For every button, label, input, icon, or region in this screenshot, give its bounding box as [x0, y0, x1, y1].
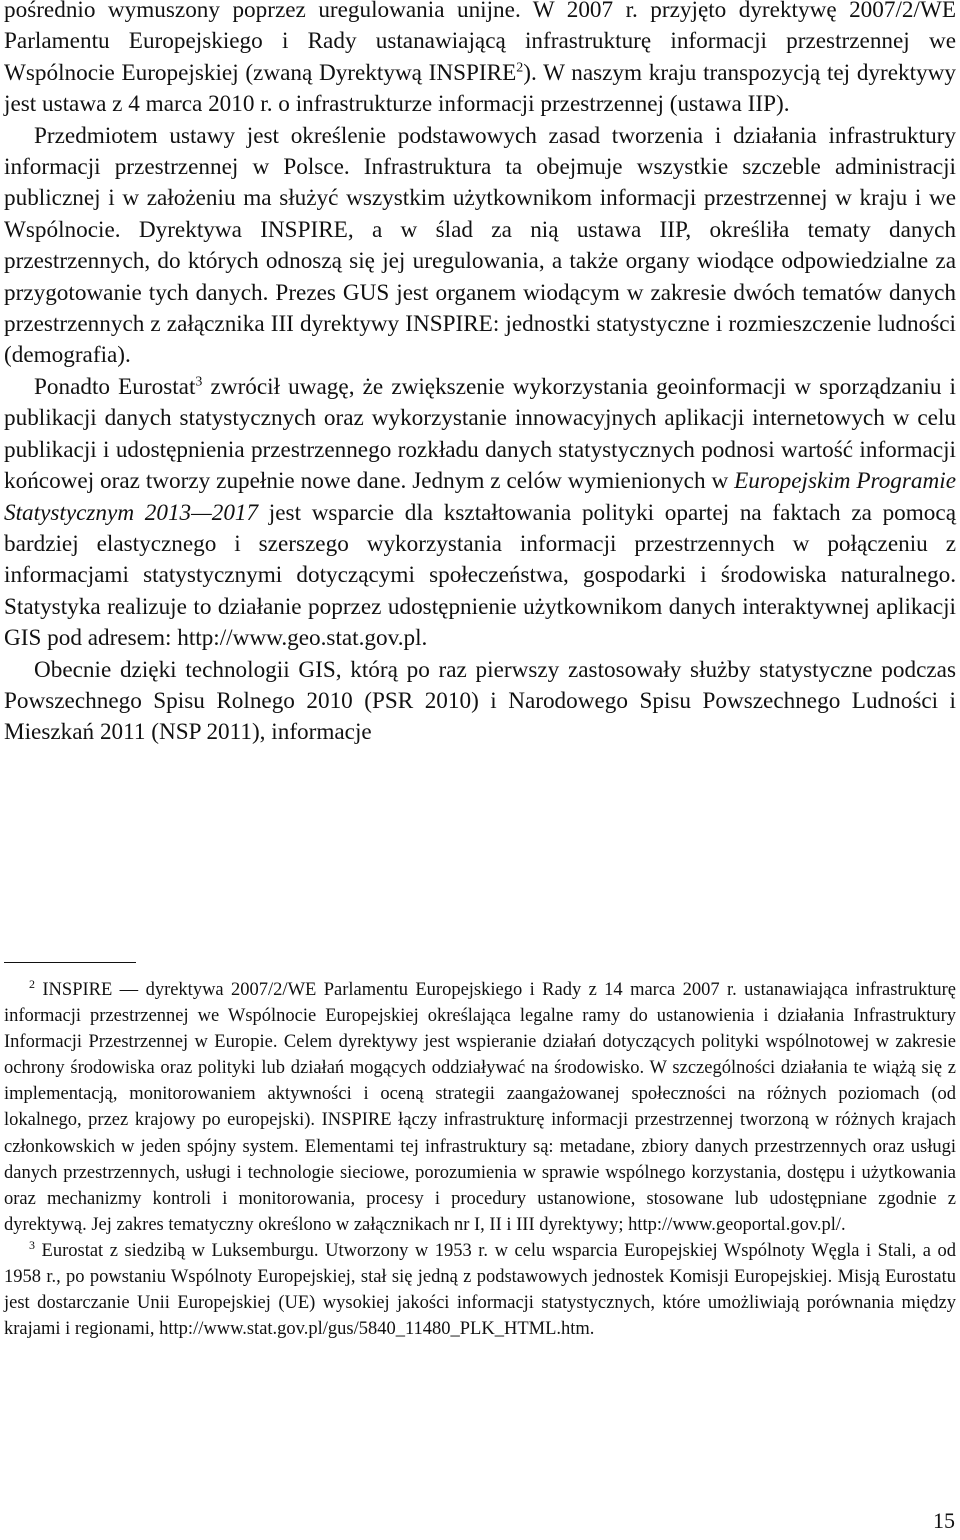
- paragraph-text: pośrednio wymuszony poprzez uregulowania unijne. W 2007 r. przyjęto dyrektywę 2007/2/WE Parlamentu Europejskiego i Rady ustanawiającą infrastrukturę informacji przestrzennej we Wspólnocie Europejskiej (zwaną Dyrektywą INSPIRE: [4, 0, 956, 86]
- footnote-ref-3[interactable]: 3: [195, 374, 203, 390]
- footnote-2: [4, 977, 956, 1238]
- footnotes: [4, 977, 956, 1342]
- paragraph-eurostat: [4, 372, 956, 655]
- paragraph-text: jest wsparcie dla kształtowania polityki opartej na faktach za pomocą bardziej elastycznego i szerszego wykorzystania informacji przestrzennych w połączeniu z informacjami statystycznymi dotyczącymi społeczeństwa, gospodarki i środowiska naturalnego. Statystyka realizuje to działanie poprzez udostępnienie użytkownikom danych interaktywnej aplikacji GIS pod adresem: http://www.geo.stat.gov.pl.: [4, 499, 956, 652]
- footnote-text: INSPIRE — dyrektywa 2007/2/WE Parlamentu Europejskiego i Rady z 14 marca 2007 r. ustanawiająca infrastrukturę informacji przestrzennej we Wspólnocie Europejskiej określająca legalne ramy do ustanowienia i działania Infrastruktury Informacji Przestrzennej w Europie. Celem dyrektywy jest wspieranie działań dotyczących polityki wspólnotowej w zakresie ochrony środowiska oraz polityki lub działań mogących oddziaływać na środowisko. W szczególności działania te wiążą się z implementacją, monitorowaniem aktywności i oceną strategii zaangażowanej społeczności na różnych poziomach (od lokalnego, przez krajowy po europejski). INSPIRE łączy infrastrukturę informacji przestrzennej tworzoną w różnych krajach członkowskich w jeden spójny system. Elementami tej infrastruktury są: metadane, zbiory danych przestrzennych oraz usługi danych przestrzennych, usługi i technologie sieciowe, porozumienia w sprawie wspólnego korzystania, dostępu i użytkowania oraz mechanizmy kontroli i monitorowania, procesy i procedury ustanowione, stosowane lub udostępniane zgodnie z dyrektywą. Jej zakres tematyczny określono w załącznikach nr I, II i III dyrektywy; http://www.geoportal.gov.pl/.: [4, 980, 956, 1235]
- footnote-separator: [4, 962, 136, 963]
- page-number: 15: [933, 1508, 955, 1533]
- footnote-number: 2: [29, 976, 35, 991]
- paragraph-act-subject: Przedmiotem ustawy jest określenie podstawowych zasad tworzenia i działania infrastruktury informacji przestrzennej w Polsce. Infrastruktura ta obejmuje wszystkie szczeble administracji publicznej i w założeniu ma służyć wszystkim użytkownikom informacji przestrzennej w kraju i we Wspólnocie. Dyrektywa INSPIRE, a w ślad za nią ustawa IIP, określiła tematy danych przestrzennych, do których odnoszą się jej uregulowania, a także organy wiodące odpowiedzialne za przygotowanie tych danych. Prezes GUS jest organem wiodącym w zakresie dwóch tematów danych przestrzennych z załącznika III dyrektywy INSPIRE: jednostki statystyczne i rozmieszczenie ludności (demografia).: [4, 122, 956, 369]
- footnote-ref-2[interactable]: 2: [516, 60, 524, 76]
- body-text: [4, 0, 956, 749]
- footnote-number: 3: [29, 1237, 35, 1252]
- programme-title: Europejskim Programie Statystycznym 2013—2017: [4, 468, 956, 526]
- paragraph-text: Ponadto Eurostat: [34, 373, 196, 400]
- paragraph-gis-technology: Obecnie dzięki technologii GIS, którą po raz pierwszy zastosowały służby statystyczne podczas Powszechnego Spisu Rolnego 2010 (PSR 2010) i Narodowego Spisu Powszechnego Ludności i Mieszkań 2011 (NSP 2011), informacje: [4, 656, 956, 746]
- paragraph-text: ). W naszym kraju transpozycją tej dyrektywy jest ustawa z 4 marca 2010 r. o infrastrukturze informacji przestrzennej (ustawa IIP).: [4, 59, 956, 118]
- paragraph-inspire-directive: [4, 0, 956, 121]
- footnote-text: Eurostat z siedzibą w Luksemburgu. Utworzony w 1953 r. w celu wsparcia Europejskiej Wspólnoty Węgla i Stali, a od 1958 r., po powstaniu Wspólnoty Europejskiej, stał się jedną z podstawowych jednostek Komisji Europejskiej. Misją Eurostatu jest dostarczanie Unii Europejskiej (UE) wysokiej jakości informacji statystycznych, które umożliwiają porównania między krajami i regionami, http://www.stat.gov.pl/gus/5840_11480_PLK_HTML.htm.: [4, 1240, 956, 1340]
- paragraph-text: zwrócił uwagę, że zwiększenie wykorzystania geoinformacji w sporządzaniu i publikacji danych statystycznych oraz wykorzystanie innowacyjnych aplikacji internetowych w celu publikacji i udostępnienia przestrzennego rozkładu danych statystycznych podnosi wartość informacji końcowej oraz tworzy zupełnie nowe dane. Jednym z celów wymienionych w: [4, 373, 956, 495]
- footnote-3: [4, 1238, 956, 1342]
